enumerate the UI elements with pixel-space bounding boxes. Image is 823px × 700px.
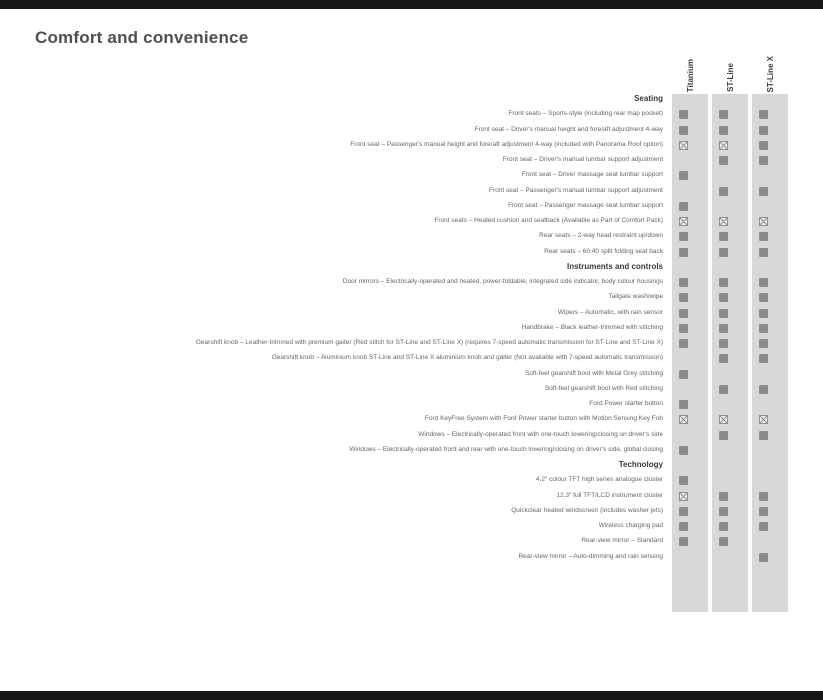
feature-label: Front seats – Heated cushion and seatback (Available as Part of Comfort Pack)	[434, 217, 663, 225]
feature-label: Front seat – Passenger's manual height and fore/aft adjustment 4-way (included with Panorama Roof option)	[350, 140, 663, 148]
standard-feature-icon	[679, 522, 688, 531]
feature-label: Front seat – Driver's manual height and fore/aft adjustment 4-way	[474, 125, 663, 133]
trim-cell	[663, 202, 703, 211]
trim-cell	[663, 507, 703, 516]
feature-row	[0, 382, 823, 397]
optional-feature-icon	[679, 141, 688, 150]
trim-cell	[663, 232, 703, 241]
trim-cell	[743, 293, 783, 302]
trim-cell	[703, 522, 743, 531]
standard-feature-icon	[759, 141, 768, 150]
standard-feature-icon	[759, 431, 768, 440]
trim-cell	[743, 278, 783, 287]
standard-feature-icon	[719, 492, 728, 501]
feature-row	[0, 473, 823, 488]
standard-feature-icon	[679, 278, 688, 287]
feature-row	[0, 229, 823, 244]
trim-cell	[703, 309, 743, 318]
standard-feature-icon	[759, 156, 768, 165]
feature-row	[0, 336, 823, 351]
section-header-row	[0, 260, 823, 275]
trim-cell	[663, 171, 703, 180]
optional-feature-icon	[679, 217, 688, 226]
feature-row	[0, 153, 823, 168]
trim-cell	[703, 232, 743, 241]
trim-cell	[743, 492, 783, 501]
standard-feature-icon	[719, 324, 728, 333]
feature-label: Windows – Electrically-operated front with one-touch lowering/closing on driver's side	[418, 430, 663, 438]
trim-cell	[663, 446, 703, 455]
standard-feature-icon	[719, 278, 728, 287]
feature-row	[0, 443, 823, 458]
feature-label: Handbrake – Black leather-trimmed with stitching	[521, 323, 663, 331]
feature-row	[0, 321, 823, 336]
standard-feature-icon	[759, 553, 768, 562]
standard-feature-icon	[679, 324, 688, 333]
standard-feature-icon	[679, 507, 688, 516]
feature-rows	[0, 92, 823, 565]
trim-cell	[743, 309, 783, 318]
trim-cell	[663, 293, 703, 302]
standard-feature-icon	[759, 507, 768, 516]
trim-cell	[703, 354, 743, 363]
standard-feature-icon	[759, 354, 768, 363]
standard-feature-icon	[679, 370, 688, 379]
standard-feature-icon	[759, 248, 768, 257]
standard-feature-icon	[679, 293, 688, 302]
trim-cell	[743, 553, 783, 562]
page-title: Comfort and convenience	[35, 28, 249, 47]
standard-feature-icon	[759, 293, 768, 302]
trim-cell	[663, 248, 703, 257]
trim-cell	[663, 141, 703, 150]
trim-cell	[743, 248, 783, 257]
standard-feature-icon	[759, 324, 768, 333]
standard-feature-icon	[759, 110, 768, 119]
top-black-bar	[0, 0, 823, 9]
feature-row	[0, 397, 823, 412]
trim-column-label: Titanium	[685, 58, 695, 92]
feature-row	[0, 504, 823, 519]
feature-row	[0, 550, 823, 565]
trim-cell	[663, 324, 703, 333]
standard-feature-icon	[679, 537, 688, 546]
trim-cell	[663, 126, 703, 135]
standard-feature-icon	[719, 537, 728, 546]
trim-cell	[743, 324, 783, 333]
trim-column-header	[752, 42, 788, 92]
trim-cell	[703, 324, 743, 333]
trim-cell	[663, 492, 703, 501]
feature-label: 12.3" full TFT/LCD instrument cluster	[556, 491, 663, 499]
feature-row	[0, 412, 823, 427]
trim-cell	[743, 217, 783, 226]
feature-label: Windows – Electrically-operated front and rear with one-touch lowering/closing on driver's side, global closing	[349, 445, 663, 453]
trim-cell	[663, 339, 703, 348]
trim-cell	[703, 217, 743, 226]
feature-label: Wireless charging pad	[598, 522, 663, 530]
standard-feature-icon	[679, 476, 688, 485]
section-header-row	[0, 458, 823, 473]
trim-cell	[743, 187, 783, 196]
trim-cell	[743, 507, 783, 516]
standard-feature-icon	[759, 126, 768, 135]
feature-label: Ford KeyFree System with Ford Power starter button with Motion Sensing Key Fob	[424, 415, 663, 423]
trim-cell	[743, 141, 783, 150]
feature-row	[0, 351, 823, 366]
trim-column-label: ST-Line X	[765, 55, 775, 92]
feature-label: Ford Power starter button	[589, 400, 663, 408]
trim-cell	[663, 537, 703, 546]
trim-cell	[703, 141, 743, 150]
trim-cell	[663, 400, 703, 409]
trim-cell	[703, 187, 743, 196]
feature-row	[0, 107, 823, 122]
feature-row	[0, 275, 823, 290]
standard-feature-icon	[679, 171, 688, 180]
standard-feature-icon	[679, 248, 688, 257]
standard-feature-icon	[679, 232, 688, 241]
trim-cell	[663, 415, 703, 424]
trim-cell	[743, 415, 783, 424]
feature-label: Rear-view mirror – Standard	[581, 537, 663, 545]
standard-feature-icon	[719, 507, 728, 516]
feature-label: Soft-feel gearshift boot with Metal Grey stitching	[524, 369, 663, 377]
trim-cell	[743, 385, 783, 394]
standard-feature-icon	[719, 232, 728, 241]
feature-label: Wipers – Automatic, with rain sensor	[557, 308, 663, 316]
feature-row	[0, 519, 823, 534]
optional-feature-icon	[759, 415, 768, 424]
standard-feature-icon	[679, 339, 688, 348]
standard-feature-icon	[759, 385, 768, 394]
trim-cell	[663, 217, 703, 226]
feature-label: Door mirrors – Electrically-operated and heated, power-foldable, integrated side indicator, body colour housings	[342, 278, 663, 286]
standard-feature-icon	[759, 492, 768, 501]
section-header: Technology	[618, 460, 663, 470]
standard-feature-icon	[759, 522, 768, 531]
trim-cell	[663, 309, 703, 318]
section-header-row	[0, 92, 823, 107]
optional-feature-icon	[759, 217, 768, 226]
standard-feature-icon	[719, 248, 728, 257]
trim-cell	[663, 522, 703, 531]
trim-cell	[663, 476, 703, 485]
feature-label: Soft-feel gearshift boot with Red stitching	[544, 384, 663, 392]
feature-row	[0, 306, 823, 321]
standard-feature-icon	[719, 339, 728, 348]
feature-row	[0, 534, 823, 549]
feature-label: Rear seats – 2-way head restraint up/down	[539, 232, 663, 240]
feature-label: Rear-view mirror – Auto-dimming and rain sensing	[518, 552, 663, 560]
trim-cell	[663, 110, 703, 119]
trim-cell	[743, 110, 783, 119]
trim-cell	[703, 507, 743, 516]
feature-label: Front seat – Driver massage seat lumbar support	[521, 171, 663, 179]
trim-cell	[663, 278, 703, 287]
feature-row	[0, 214, 823, 229]
feature-row	[0, 245, 823, 260]
standard-feature-icon	[719, 431, 728, 440]
standard-feature-icon	[759, 232, 768, 241]
feature-label: Front seat – Passenger massage seat lumbar support	[508, 201, 663, 209]
trim-cell	[703, 293, 743, 302]
standard-feature-icon	[719, 293, 728, 302]
feature-row	[0, 184, 823, 199]
standard-feature-icon	[759, 309, 768, 318]
standard-feature-icon	[679, 126, 688, 135]
standard-feature-icon	[719, 126, 728, 135]
feature-row	[0, 290, 823, 305]
section-header: Seating	[634, 94, 663, 104]
optional-feature-icon	[679, 415, 688, 424]
optional-feature-icon	[679, 492, 688, 501]
trim-cell	[703, 431, 743, 440]
trim-cell	[703, 110, 743, 119]
feature-row	[0, 138, 823, 153]
trim-cell	[703, 156, 743, 165]
trim-cell	[703, 126, 743, 135]
trim-cell	[743, 339, 783, 348]
optional-feature-icon	[719, 415, 728, 424]
feature-row	[0, 123, 823, 138]
standard-feature-icon	[719, 522, 728, 531]
standard-feature-icon	[679, 202, 688, 211]
feature-label: Rear seats – 60:40 split folding seat back	[544, 247, 663, 255]
trim-cell	[703, 339, 743, 348]
standard-feature-icon	[679, 110, 688, 119]
standard-feature-icon	[679, 400, 688, 409]
standard-feature-icon	[679, 446, 688, 455]
trim-cell	[703, 248, 743, 257]
feature-row	[0, 367, 823, 382]
trim-cell	[703, 278, 743, 287]
standard-feature-icon	[759, 278, 768, 287]
bottom-black-bar	[0, 691, 823, 700]
trim-column-label: ST-Line	[725, 63, 735, 92]
trim-cell	[663, 370, 703, 379]
feature-row	[0, 168, 823, 183]
trim-cell	[703, 492, 743, 501]
trim-cell	[703, 537, 743, 546]
feature-label: Gearshift knob – Aluminium knob ST-Line and ST-Line X aluminium knob and gaiter (Not available with 7-speed automatic transmission)	[271, 354, 663, 362]
standard-feature-icon	[679, 309, 688, 318]
feature-label: Front seat – Passenger's manual lumbar support adjustment	[489, 186, 663, 194]
feature-label: Gearshift knob – Leather-trimmed with premium gaiter (Red stitch for ST-Line and ST-Line X) (requires 7-speed automatic transmission for ST-Line and ST-Line X)	[195, 339, 663, 347]
trim-cell	[743, 431, 783, 440]
standard-feature-icon	[719, 354, 728, 363]
feature-row	[0, 489, 823, 504]
feature-label: Front seat – Driver's manual lumbar support adjustment	[502, 156, 663, 164]
feature-label: 4.2" colour TFT high series analogue cluster	[535, 476, 663, 484]
standard-feature-icon	[759, 187, 768, 196]
standard-feature-icon	[719, 309, 728, 318]
trim-cell	[703, 415, 743, 424]
optional-feature-icon	[719, 141, 728, 150]
section-header: Instruments and controls	[566, 262, 663, 272]
feature-label: Tailgate wash/wipe	[608, 293, 663, 301]
standard-feature-icon	[719, 385, 728, 394]
feature-label: Quickclear heated windscreen (includes washer jets)	[511, 506, 663, 514]
trim-cell	[743, 354, 783, 363]
standard-feature-icon	[719, 187, 728, 196]
standard-feature-icon	[719, 156, 728, 165]
feature-label: Front seats – Sports-style (including rear map pocket)	[508, 110, 663, 118]
standard-feature-icon	[759, 339, 768, 348]
optional-feature-icon	[719, 217, 728, 226]
trim-cell	[743, 232, 783, 241]
standard-feature-icon	[719, 110, 728, 119]
feature-row	[0, 199, 823, 214]
trim-cell	[743, 156, 783, 165]
trim-cell	[703, 385, 743, 394]
feature-row	[0, 428, 823, 443]
trim-column-header	[672, 42, 708, 92]
trim-column-header	[712, 42, 748, 92]
trim-cell	[743, 126, 783, 135]
trim-cell	[743, 522, 783, 531]
